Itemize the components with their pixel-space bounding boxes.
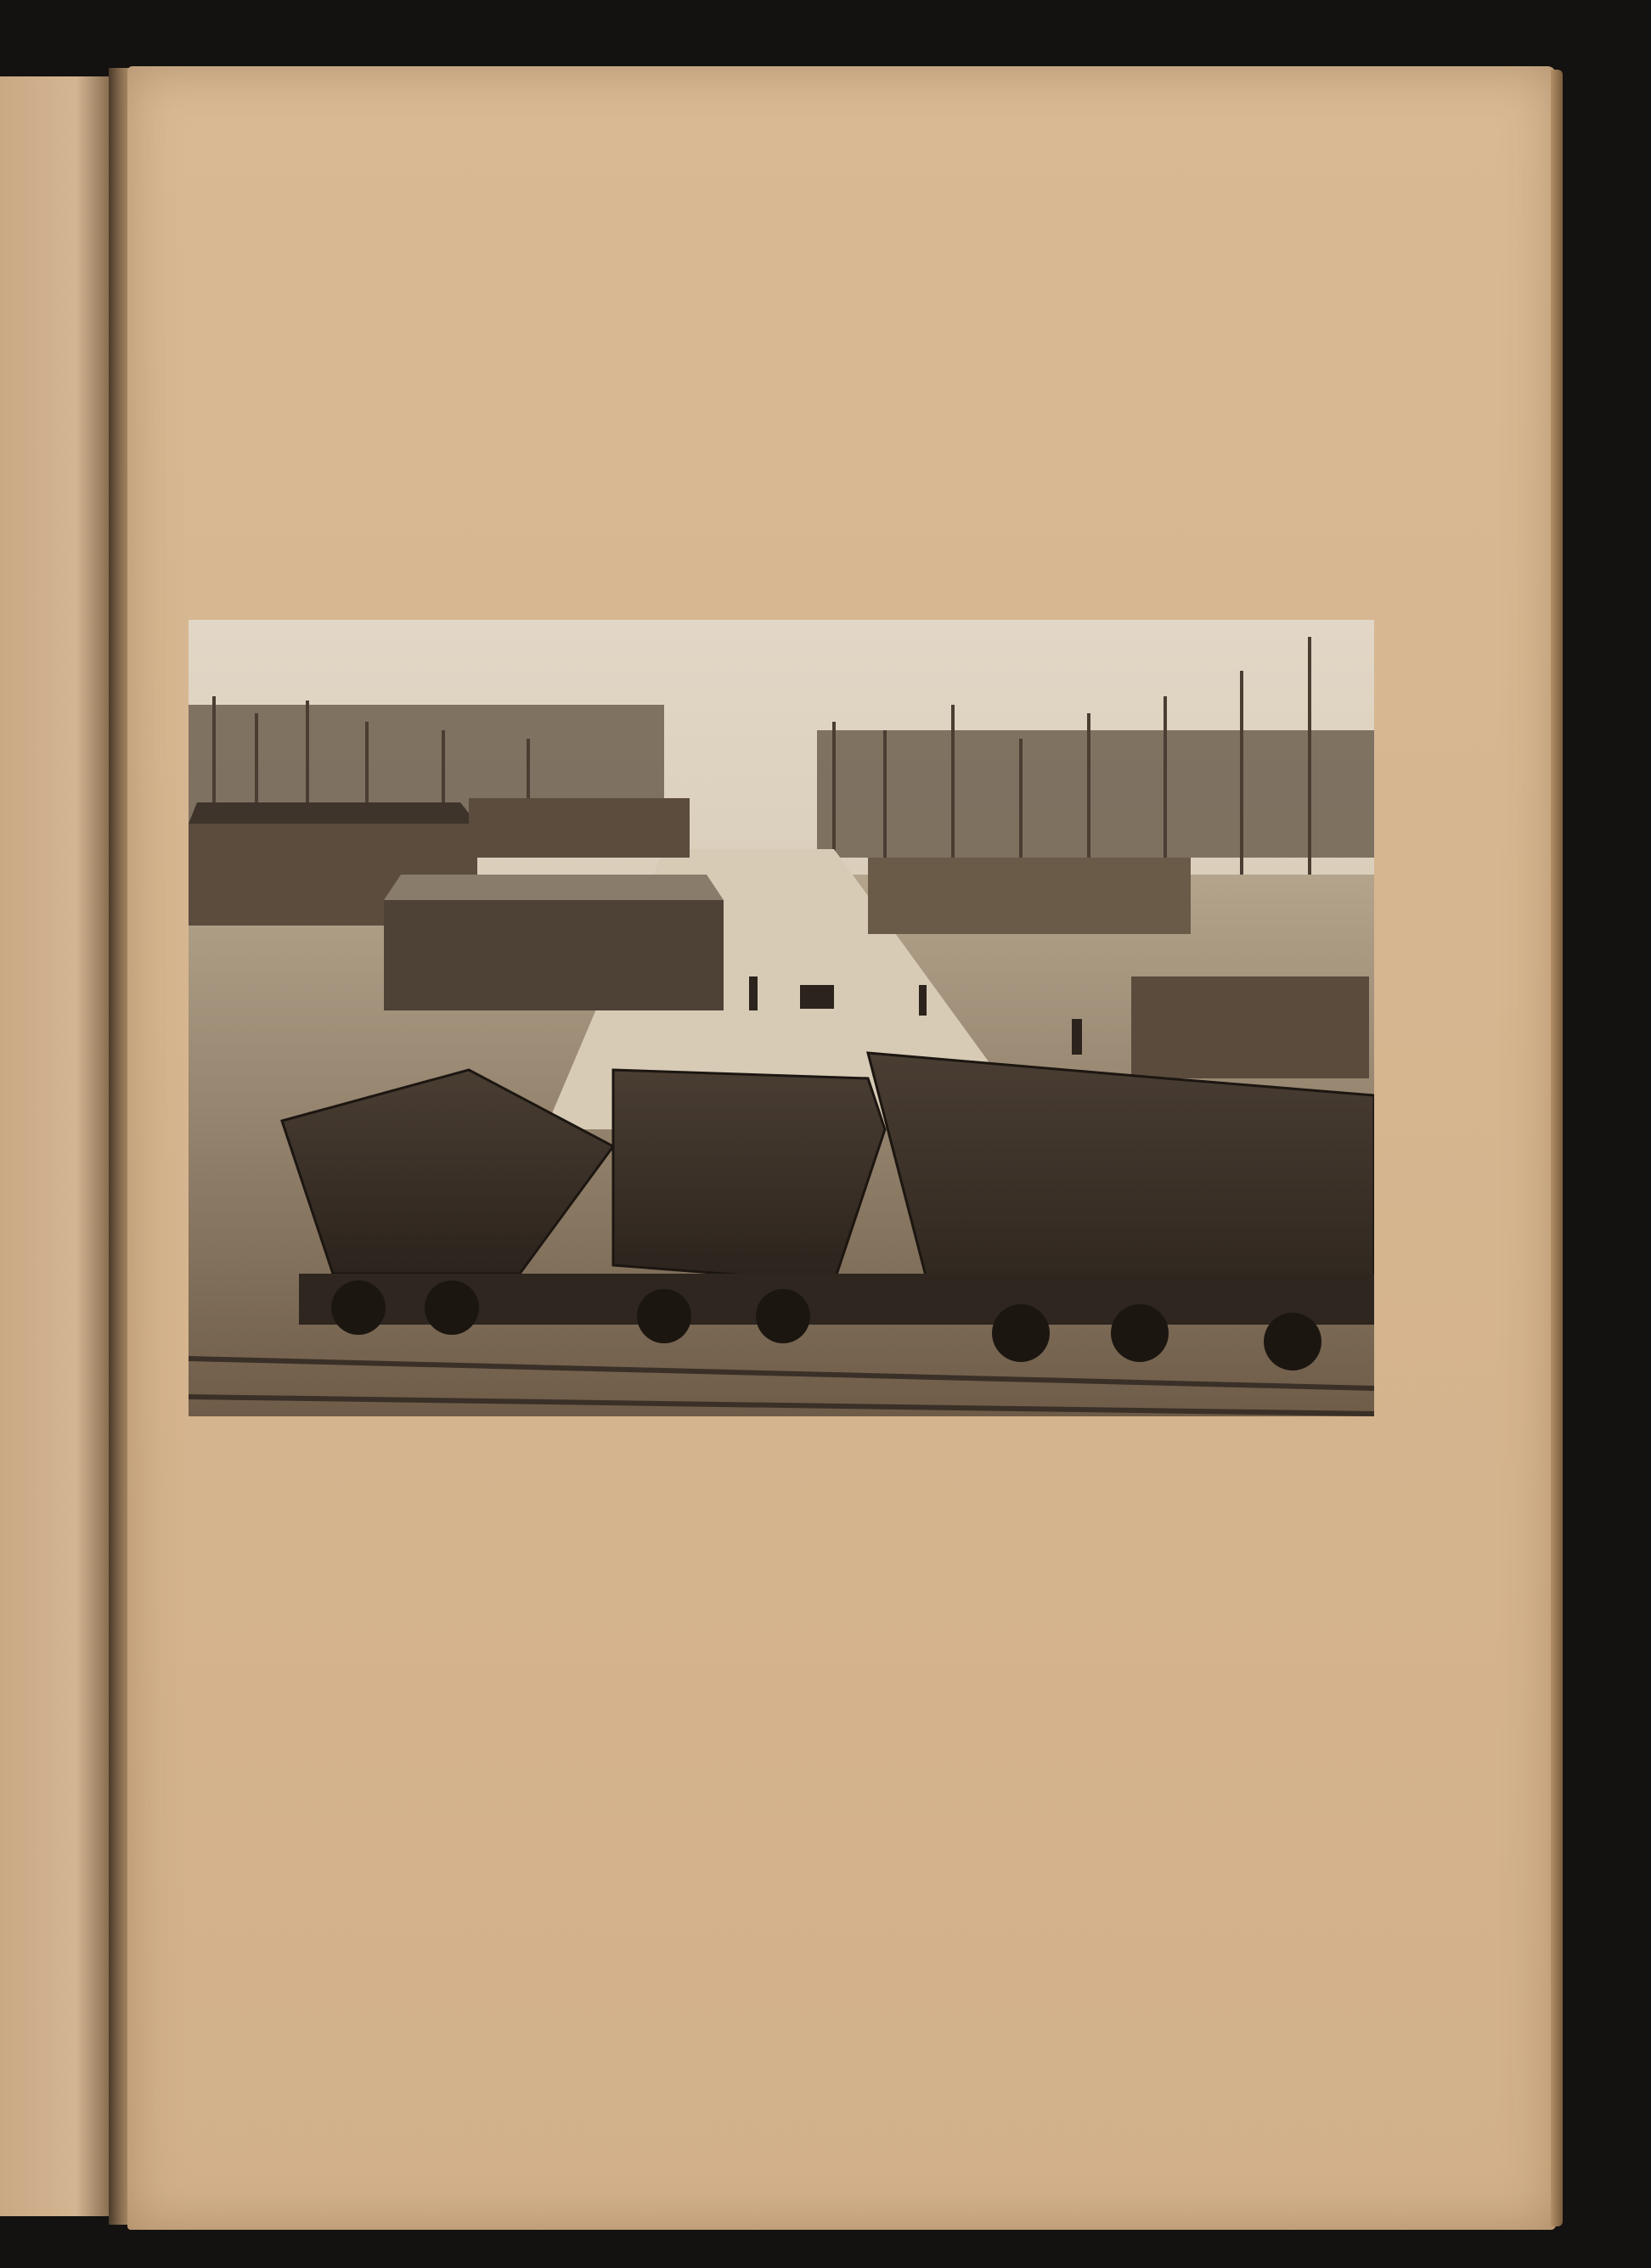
- left-page-edge: [0, 76, 109, 2216]
- photo-mine-carts: [189, 620, 1374, 1416]
- page-edge: [1551, 70, 1563, 2226]
